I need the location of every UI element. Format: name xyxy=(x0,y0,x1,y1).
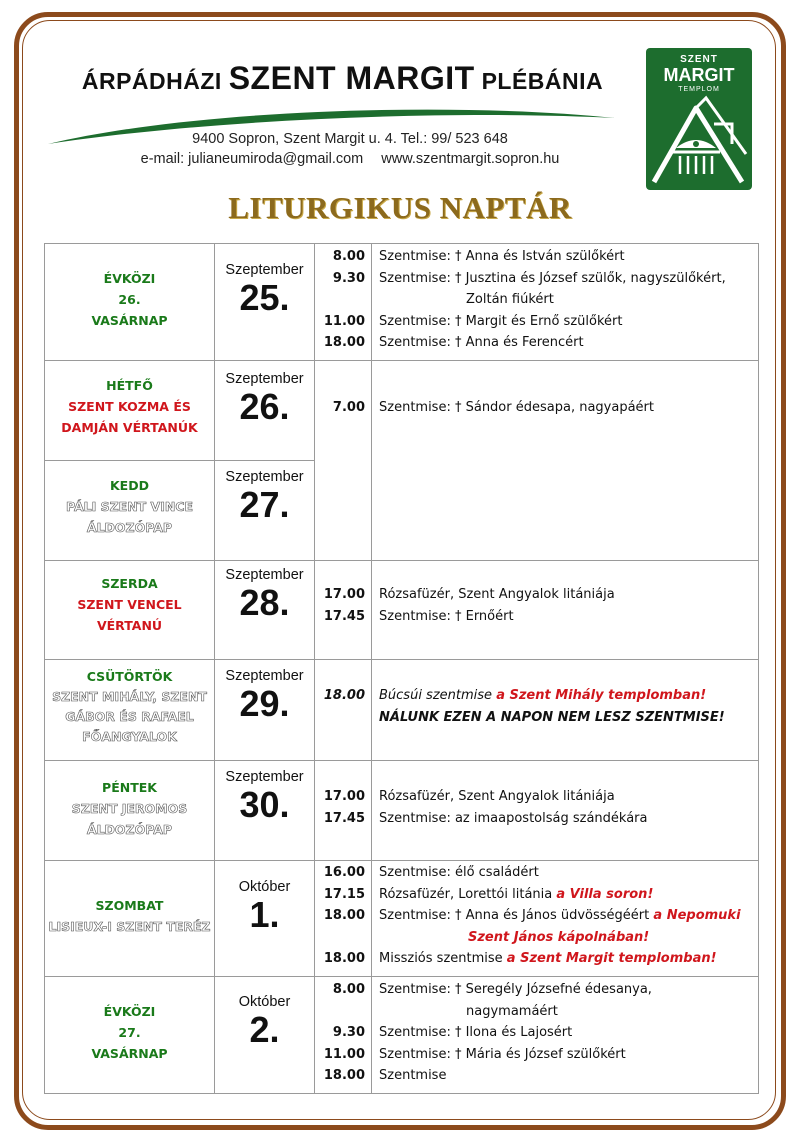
date-number: 1. xyxy=(249,894,280,935)
day-cell xyxy=(45,977,215,1094)
date-number: 2. xyxy=(249,1009,280,1050)
logo-main-text: MARGIT xyxy=(663,65,735,85)
day-name: VASÁRNAP xyxy=(91,313,168,328)
day-name: PÉNTEK xyxy=(102,780,157,795)
feast-name: DAMJÁN VÉRTANÚK xyxy=(61,420,198,435)
event-text: Rózsafüzér, Szent Angyalok litániája xyxy=(379,587,615,602)
church-logo xyxy=(646,48,752,190)
feast-name: FŐANGYALOK xyxy=(82,729,177,744)
time-value: 18.00 xyxy=(323,335,365,350)
feast-name: LISIEUX-I SZENT TERÉZ xyxy=(48,919,211,934)
event-text: Szentmise xyxy=(379,1068,447,1083)
feast-name: PÁLI SZENT VINCE xyxy=(65,499,194,514)
table-row xyxy=(45,861,759,977)
day-cell xyxy=(45,561,215,660)
time-value: 17.45 xyxy=(323,608,365,624)
day-cell xyxy=(45,461,215,561)
feast-name: GÁBOR ÉS RAFAEL xyxy=(65,709,194,724)
event-highlight: a Nepomuki xyxy=(653,908,741,923)
event-highlight: a Szent Mihály templomban! xyxy=(496,688,707,703)
website-text: www.szentmargit.sopron.hu xyxy=(381,151,560,167)
time-value: 18.00 xyxy=(323,1068,365,1083)
event-text-part: Búcsúi szentmise xyxy=(379,688,493,703)
event-cell xyxy=(372,761,759,861)
time-value: 9.30 xyxy=(332,270,365,286)
day-name: CSÜTÖRTÖK xyxy=(86,669,173,684)
event-highlight: a Villa soron! xyxy=(556,886,654,902)
feast-name: ÁLDOZÓPAP xyxy=(86,822,173,837)
date-number: 28. xyxy=(239,582,290,623)
month-label: Szeptember xyxy=(225,769,304,785)
event-text: Szentmise: † Sándor édesapa, nagyapáért xyxy=(379,400,654,415)
time-value: 11.00 xyxy=(323,313,365,329)
time-value: 7.00 xyxy=(332,400,365,415)
date-cell xyxy=(215,461,315,561)
day-number: 27. xyxy=(118,1025,141,1040)
day-cell xyxy=(45,761,215,861)
event-text: Szentmise: † Jusztina és József szülők, nagyszülőkért, xyxy=(379,270,726,286)
day-name: ÉVKÖZI xyxy=(103,271,156,286)
day-cell xyxy=(45,660,215,761)
event-cell xyxy=(372,660,759,761)
time-value: 17.00 xyxy=(323,587,365,602)
event-text xyxy=(372,948,758,970)
date-cell xyxy=(215,761,315,861)
day-number: 26. xyxy=(118,292,141,307)
feast-name: VÉRTANÚ xyxy=(96,618,163,633)
parish-address: 9400 Sopron, Szent Margit u. 4. Tel.: 99/ 523 648 xyxy=(192,131,508,147)
month-label: Szeptember xyxy=(225,371,304,387)
date-cell xyxy=(215,660,315,761)
event-cell xyxy=(372,861,759,977)
month-label: Október xyxy=(238,879,291,895)
title-main: SZENT MARGIT xyxy=(228,60,475,96)
event-text: Szentmise: † Ernőért xyxy=(379,608,514,624)
time-value: 16.00 xyxy=(323,865,365,880)
time-cell xyxy=(315,660,372,761)
day-name: HÉTFŐ xyxy=(106,378,153,393)
table-row xyxy=(45,977,759,1094)
time-value: 17.15 xyxy=(323,886,365,902)
feast-name: SZENT KOZMA ÉS xyxy=(68,399,191,414)
date-number: 27. xyxy=(239,484,290,525)
time-cell xyxy=(315,244,372,361)
event-text: Zoltán fiúkért xyxy=(466,292,554,307)
event-text xyxy=(372,927,758,949)
day-name: SZERDA xyxy=(101,576,158,591)
table-row xyxy=(45,761,759,861)
date-cell xyxy=(215,244,315,361)
event-text: Szentmise: † Margit és Ernő szülőkért xyxy=(379,313,623,329)
event-cell xyxy=(372,561,759,660)
table-row xyxy=(45,561,759,660)
time-cell xyxy=(315,561,372,660)
church-icon xyxy=(646,94,752,190)
event-text xyxy=(372,884,758,906)
month-label: Szeptember xyxy=(225,262,304,278)
table-row xyxy=(45,361,759,461)
date-cell xyxy=(215,861,315,977)
date-number: 29. xyxy=(239,683,290,724)
event-highlight: Szent János kápolnában! xyxy=(468,929,650,945)
day-name: ÉVKÖZI xyxy=(103,1004,156,1019)
time-value: 11.00 xyxy=(323,1046,365,1062)
event-text: nagymamáért xyxy=(466,1003,558,1019)
date-cell xyxy=(215,361,315,461)
email-text: e-mail: julianeumiroda@gmail.com xyxy=(140,151,364,167)
feast-name: ÁLDOZÓPAP xyxy=(86,520,173,535)
day-name: VASÁRNAP xyxy=(91,1046,168,1061)
time-value: 18.00 xyxy=(323,951,365,966)
date-number: 25. xyxy=(239,277,290,318)
event-notice: NÁLUNK EZEN A NAPON NEM LESZ SZENTMISE! xyxy=(379,709,725,725)
time-value: 17.45 xyxy=(323,810,365,826)
contact-line xyxy=(80,151,620,167)
event-cell xyxy=(372,977,759,1094)
month-label: Szeptember xyxy=(225,469,304,485)
event-cell xyxy=(372,361,759,561)
time-value: 18.00 xyxy=(323,688,365,703)
month-label: Szeptember xyxy=(225,668,304,684)
event-text: Szentmise: † Anna és István szülőkért xyxy=(379,249,625,264)
table-row xyxy=(45,244,759,361)
event-text-part: Missziós szentmise xyxy=(379,951,503,966)
calendar-title: LITURGIKUS NAPTÁR xyxy=(228,190,572,225)
event-text-part: Szentmise: † Anna és János üdvösségéért xyxy=(379,908,650,923)
title-prefix: ÁRPÁDHÁZI xyxy=(81,68,222,94)
date-cell xyxy=(215,977,315,1094)
date-number: 30. xyxy=(239,784,290,825)
event-text: Rózsafüzér, Szent Angyalok litániája xyxy=(379,789,615,804)
time-value xyxy=(315,289,371,311)
event-text: Szentmise: † Mária és József szülőkért xyxy=(379,1046,626,1062)
date-number: 26. xyxy=(239,386,290,427)
day-cell xyxy=(45,244,215,361)
day-cell xyxy=(45,361,215,461)
parish-title xyxy=(50,60,635,97)
day-name: KEDD xyxy=(110,478,149,493)
date-cell xyxy=(215,561,315,660)
event-text xyxy=(372,905,758,927)
time-value: 8.00 xyxy=(332,982,365,997)
time-value xyxy=(315,1001,371,1023)
event-cell xyxy=(372,244,759,361)
logo-top-text: SZENT xyxy=(680,54,718,65)
time-cell xyxy=(315,361,372,561)
time-value: 18.00 xyxy=(323,908,365,923)
time-cell xyxy=(315,977,372,1094)
month-label: Október xyxy=(238,994,291,1010)
time-value: 8.00 xyxy=(332,249,365,264)
title-suffix: PLÉBÁNIA xyxy=(481,68,604,94)
event-text: Szentmise: † Anna és Ferencért xyxy=(379,335,584,350)
feast-name: SZENT MIHÁLY, SZENT xyxy=(52,689,207,704)
event-text-part: Rózsafüzér, Lorettói litánia xyxy=(379,886,553,902)
event-text: Szentmise: élő családért xyxy=(379,865,539,880)
time-cell xyxy=(315,861,372,977)
liturgical-calendar-table xyxy=(44,243,759,1094)
event-text: Szentmise: az imaapostolság szándékára xyxy=(379,810,648,826)
event-text: Szentmise: † Ilona és Lajosért xyxy=(379,1025,573,1040)
event-text: Szentmise: † Seregély Józsefné édesanya, xyxy=(379,982,652,997)
event-text xyxy=(372,685,758,707)
feast-name: SZENT VENCEL xyxy=(77,597,182,612)
time-value: 9.30 xyxy=(332,1025,365,1040)
logo-bottom-text: TEMPLOM xyxy=(678,86,720,93)
table-row xyxy=(45,660,759,761)
time-cell xyxy=(315,761,372,861)
time-value: 17.00 xyxy=(323,789,365,804)
day-name: SZOMBAT xyxy=(95,898,164,913)
day-cell xyxy=(45,861,215,977)
event-highlight: a Szent Margit templomban! xyxy=(506,951,717,966)
feast-name: SZENT JEROMOS xyxy=(71,801,188,816)
month-label: Szeptember xyxy=(225,567,304,583)
